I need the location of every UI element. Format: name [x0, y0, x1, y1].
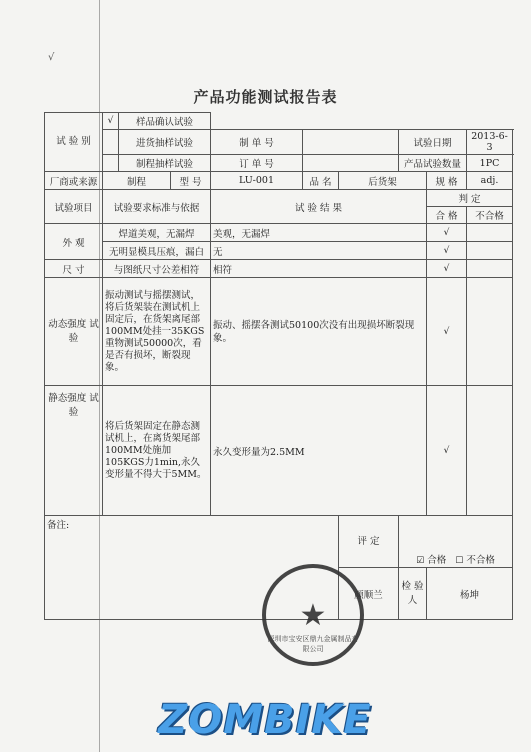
- dynamic-strength-row: [45, 278, 513, 386]
- appearance-pass-2: √: [427, 242, 467, 260]
- name-value: 后货架: [339, 172, 427, 190]
- seal-star-icon: ★: [299, 598, 327, 633]
- report-table: [44, 112, 513, 620]
- order-no-value: [303, 155, 399, 172]
- remarks-label: 备注:: [47, 520, 70, 531]
- size-pass: √: [427, 260, 467, 278]
- model-label: 型 号: [171, 172, 211, 190]
- test-type-row-3: [45, 155, 513, 172]
- test-type-label: 试 验 别: [45, 113, 103, 172]
- static-strength-standard: 将后货架固定在静态测试机上，在离货架尾部100MM处施加105KGS力1min,永久变形量不得大于5MM。: [103, 386, 211, 516]
- product-info-row: [45, 172, 513, 190]
- dynamic-strength-label: 动态强度 试 验: [45, 278, 103, 386]
- appearance-row-1: [45, 224, 513, 242]
- spec-label: 规 格: [427, 172, 467, 190]
- test-date-label: 试验日期: [399, 130, 467, 155]
- static-strength-result: 永久变形量为2.5MM: [211, 386, 427, 516]
- col-pass-header: 合 格: [427, 207, 467, 224]
- scan-tick-mark: √: [48, 52, 55, 63]
- column-header-row-1: [45, 190, 513, 207]
- vendor-label: 厂商或来源: [45, 172, 103, 190]
- appearance-label: 外 观: [45, 224, 103, 260]
- dynamic-strength-result: 振动、摇摆各测试50100次没有出现损坏断裂现象。: [211, 278, 427, 386]
- inspector-name: 杨坤: [427, 568, 513, 620]
- size-standard: 与图纸尺寸公差相符: [103, 260, 211, 278]
- logo-text: ZOMBIKE: [158, 697, 372, 743]
- col-standard-header: 试验要求标准与依据: [103, 190, 211, 224]
- inspector-label: 检 验 人: [399, 568, 427, 620]
- size-row: [45, 260, 513, 278]
- static-strength-row: [45, 386, 513, 516]
- order-no-label: 订 单 号: [211, 155, 303, 172]
- model-value: LU-001: [211, 172, 303, 190]
- static-strength-label: 静态强度 试 验: [45, 386, 103, 516]
- sheet-no-label: 制 单 号: [211, 130, 303, 155]
- review-label: 评 定: [339, 516, 399, 568]
- company-seal: [262, 564, 364, 666]
- remarks-row: [45, 516, 513, 568]
- vendor-value: 制程: [103, 172, 171, 190]
- test-date-value: 2013-6-3: [467, 130, 513, 155]
- col-judge-header: 判 定: [427, 190, 513, 207]
- test-type-row-2: [45, 130, 513, 155]
- review-options: [399, 516, 513, 568]
- fail-checkbox: ☐: [455, 556, 464, 566]
- appearance-pass-1: √: [427, 224, 467, 242]
- qty-label: 产品试验数量: [399, 155, 467, 172]
- appearance-result-1: 美观，无漏焊: [211, 224, 427, 242]
- seal-text: 深圳市宝安区鼎九金属制品有限公司: [267, 635, 359, 653]
- sheet-no-value: [303, 130, 399, 155]
- appearance-standard-1: 焊道美观，无漏焊: [103, 224, 211, 242]
- appearance-standard-2: 无明显模具压痕，漏白: [103, 242, 211, 260]
- dynamic-strength-pass: √: [427, 278, 467, 386]
- pass-checkbox: ☑: [416, 556, 425, 566]
- appearance-result-2: 无: [211, 242, 427, 260]
- test-type-process: 制程抽样试验: [119, 155, 211, 172]
- col-item-header: 试验项目: [45, 190, 103, 224]
- name-label: 品 名: [303, 172, 339, 190]
- pass-option: 合格: [427, 555, 447, 566]
- fail-option: 不合格: [466, 555, 495, 566]
- test-type-incoming: 进货抽样试验: [119, 130, 211, 155]
- spec-value: adj.: [467, 172, 513, 190]
- dynamic-strength-standard: 振动测试与摇摆测试，将后货架装在测试机上固定后，在货架离尾部100MM处挂一35KGS重物测试50000次，看是否有损坏，断裂现象。: [103, 278, 211, 386]
- size-label: 尺 寸: [45, 260, 103, 278]
- page-title: 产品功能测试报告表: [193, 88, 338, 106]
- test-type-sample: 样品确认试验: [119, 113, 211, 130]
- qty-value: 1PC: [467, 155, 513, 172]
- appearance-row-2: [45, 242, 513, 260]
- test-type-checkbox: √: [103, 113, 119, 130]
- static-strength-pass: √: [427, 386, 467, 516]
- test-type-row-1: [45, 113, 513, 130]
- col-result-header: 试 验 结 果: [211, 190, 427, 224]
- reviewer-name: 颜顺兰: [339, 568, 399, 620]
- col-fail-header: 不合格: [467, 207, 513, 224]
- zombike-logo: [125, 697, 405, 743]
- size-result: 相符: [211, 260, 427, 278]
